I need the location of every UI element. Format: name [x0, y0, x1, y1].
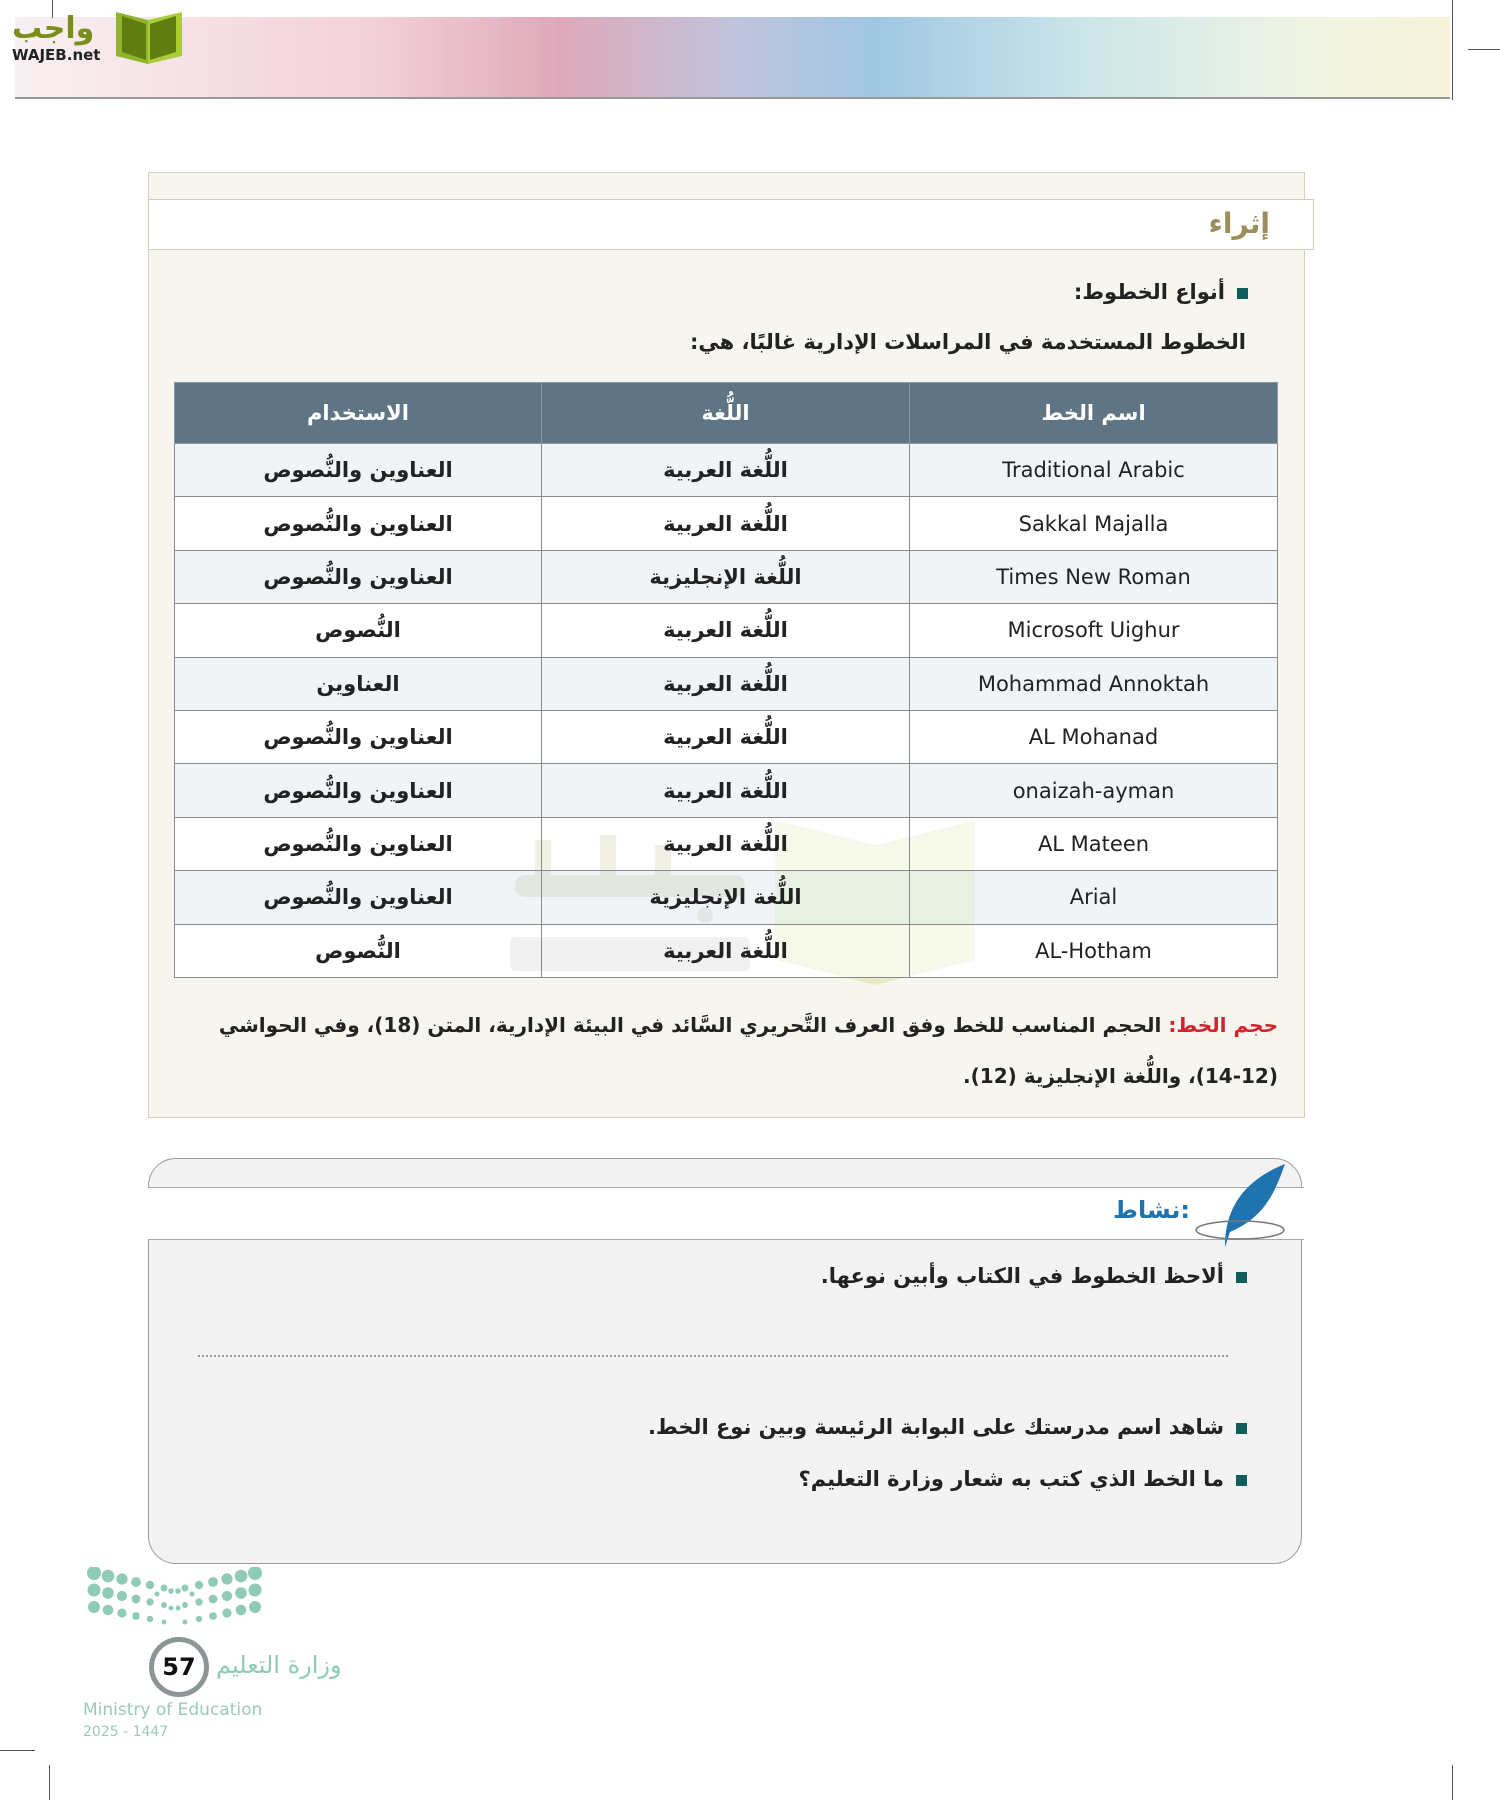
- language-cell: اللُّغة العربية: [542, 817, 910, 870]
- logo-dot: [132, 1595, 141, 1604]
- column-header-font-name: اسم الخط: [910, 383, 1278, 444]
- feather-pen-icon: [1195, 1162, 1295, 1252]
- language-cell: اللُّغة العربية: [542, 604, 910, 657]
- activity-item-text: شاهد اسم مدرستك على البوابة الرئيسة وبين نوع الخط.: [647, 1415, 1224, 1439]
- logo-dot: [235, 1570, 248, 1583]
- note-text: الحجم المناسب للخط وفق العرف التَّحريري السَّائد في البيئة الإدارية، المتن (18)، وفي الحواشي (12-14)، واللُّغة الإنجليزية (12).: [218, 1013, 1278, 1088]
- page-number: 57: [149, 1637, 209, 1697]
- logo-dot: [131, 1577, 141, 1587]
- ministry-name-en: Ministry of Education: [83, 1700, 263, 1720]
- table-row: [175, 444, 1278, 497]
- note-label: حجم الخط:: [1168, 1013, 1278, 1037]
- logo-dot: [132, 1612, 140, 1620]
- usage-cell: العناوين: [175, 657, 542, 710]
- crop-mark: [1468, 49, 1500, 50]
- table-row: [175, 764, 1278, 817]
- usage-cell: العناوين والنُّصوص: [175, 444, 542, 497]
- answer-line[interactable]: [198, 1355, 1228, 1357]
- logo-dot: [209, 1595, 218, 1604]
- table-row: [175, 817, 1278, 870]
- logo-dot: [88, 1584, 101, 1597]
- wajeb-logo[interactable]: [8, 2, 193, 68]
- logo-dot: [195, 1598, 202, 1605]
- logo-dot: [236, 1605, 247, 1616]
- table-row: [175, 550, 1278, 603]
- logo-dot: [155, 1592, 160, 1597]
- logo-dot: [169, 1606, 174, 1611]
- activity-item: [799, 1467, 1247, 1491]
- table-row: [175, 871, 1278, 924]
- usage-cell: العناوين والنُّصوص: [175, 764, 542, 817]
- logo-dot: [176, 1606, 181, 1611]
- logo-dot: [235, 1587, 247, 1599]
- font-name-cell: Arial: [910, 871, 1278, 924]
- language-cell: اللُّغة العربية: [542, 444, 910, 497]
- logo-dot: [249, 1601, 261, 1613]
- language-cell: اللُّغة العربية: [542, 710, 910, 763]
- table-row: [175, 710, 1278, 763]
- logo-dot: [168, 1588, 174, 1594]
- logo-dot: [87, 1567, 101, 1580]
- language-cell: اللُّغة العربية: [542, 924, 910, 977]
- logo-dot: [182, 1585, 189, 1592]
- language-cell: اللُّغة الإنجليزية: [542, 871, 910, 924]
- logo-dot: [161, 1585, 168, 1592]
- table-row: [175, 604, 1278, 657]
- activity-title: نشاط:: [1113, 1196, 1190, 1224]
- font-name-cell: Times New Roman: [910, 550, 1278, 603]
- logo-dot: [103, 1605, 114, 1616]
- section-bullet: [1074, 280, 1248, 304]
- activity-item-text: ما الخط الذي كتب به شعار وزارة التعليم؟: [798, 1467, 1224, 1491]
- usage-cell: العناوين والنُّصوص: [175, 497, 542, 550]
- logo-dot: [209, 1612, 217, 1620]
- logo-dot: [102, 1570, 115, 1583]
- font-name-cell: AL-Hotham: [910, 924, 1278, 977]
- logo-dot: [162, 1620, 167, 1625]
- activity-item: [648, 1415, 1247, 1439]
- usage-cell: النُّصوص: [175, 924, 542, 977]
- logo-dot: [102, 1587, 114, 1599]
- font-name-cell: Microsoft Uighur: [910, 604, 1278, 657]
- font-name-cell: onaizah-ayman: [910, 764, 1278, 817]
- language-cell: اللُّغة العربية: [542, 764, 910, 817]
- table-row: [175, 497, 1278, 550]
- crop-mark: [1452, 1765, 1453, 1800]
- font-name-cell: Sakkal Majalla: [910, 497, 1278, 550]
- edition-year: 2025 - 1447: [83, 1724, 169, 1740]
- logo-dot: [196, 1616, 202, 1622]
- logo-dot: [117, 1591, 127, 1601]
- logo-dot: [248, 1567, 262, 1580]
- header-banner: [15, 17, 1450, 99]
- font-size-note: [174, 1000, 1278, 1102]
- section-heading: أنواع الخطوط:: [1073, 280, 1225, 304]
- bullet-square-icon: [1237, 288, 1248, 299]
- font-name-cell: AL Mohanad: [910, 710, 1278, 763]
- column-header-language: اللُّغة: [542, 383, 910, 444]
- logo-dot: [146, 1598, 153, 1605]
- ministry-name-ar: وزارة التعليم: [216, 1651, 342, 1679]
- logo-dot: [175, 1588, 181, 1594]
- language-cell: اللُّغة العربية: [542, 497, 910, 550]
- usage-cell: العناوين والنُّصوص: [175, 550, 542, 603]
- crop-mark: [0, 1750, 35, 1751]
- usage-cell: النُّصوص: [175, 604, 542, 657]
- logo-dot: [208, 1577, 218, 1587]
- logo-text-en: WAJEB.net: [12, 46, 101, 64]
- column-header-usage: الاستخدام: [175, 383, 542, 444]
- activity-item: [821, 1264, 1247, 1288]
- usage-cell: العناوين والنُّصوص: [175, 710, 542, 763]
- logo-dot: [116, 1573, 127, 1584]
- logo-dot: [222, 1591, 232, 1601]
- font-name-cell: AL Mateen: [910, 817, 1278, 870]
- language-cell: اللُّغة الإنجليزية: [542, 550, 910, 603]
- logo-dot: [195, 1581, 203, 1589]
- logo-dot: [146, 1581, 154, 1589]
- crop-mark: [49, 1765, 50, 1800]
- crop-mark: [1452, 0, 1453, 100]
- logo-dot: [161, 1602, 167, 1608]
- font-name-cell: Mohammad Annoktah: [910, 657, 1278, 710]
- logo-dot: [88, 1601, 100, 1613]
- logo-dot: [190, 1592, 195, 1597]
- logo-dot: [147, 1616, 153, 1622]
- usage-cell: العناوين والنُّصوص: [175, 817, 542, 870]
- logo-dot: [117, 1608, 126, 1617]
- logo-dot: [221, 1573, 232, 1584]
- usage-cell: العناوين والنُّصوص: [175, 871, 542, 924]
- table-intro: الخطوط المستخدمة في المراسلات الإدارية غالبًا، هي:: [689, 330, 1246, 354]
- activity-item-text: ألاحظ الخطوط في الكتاب وأبين نوعها.: [820, 1264, 1224, 1288]
- table-row: [175, 657, 1278, 710]
- logo-text-ar: واجب: [12, 11, 95, 46]
- font-name-cell: Traditional Arabic: [910, 444, 1278, 497]
- logo-dot: [249, 1584, 262, 1597]
- logo-dot: [182, 1602, 188, 1608]
- logo-dot: [222, 1608, 231, 1617]
- fonts-table: [174, 382, 1278, 978]
- logo-dot: [183, 1620, 188, 1625]
- table-row: [175, 924, 1278, 977]
- enrichment-title: إثراء: [1208, 207, 1270, 240]
- ministry-of-education-logo: [82, 1567, 267, 1637]
- language-cell: اللُّغة العربية: [542, 657, 910, 710]
- enrichment-title-bar: [148, 199, 1314, 250]
